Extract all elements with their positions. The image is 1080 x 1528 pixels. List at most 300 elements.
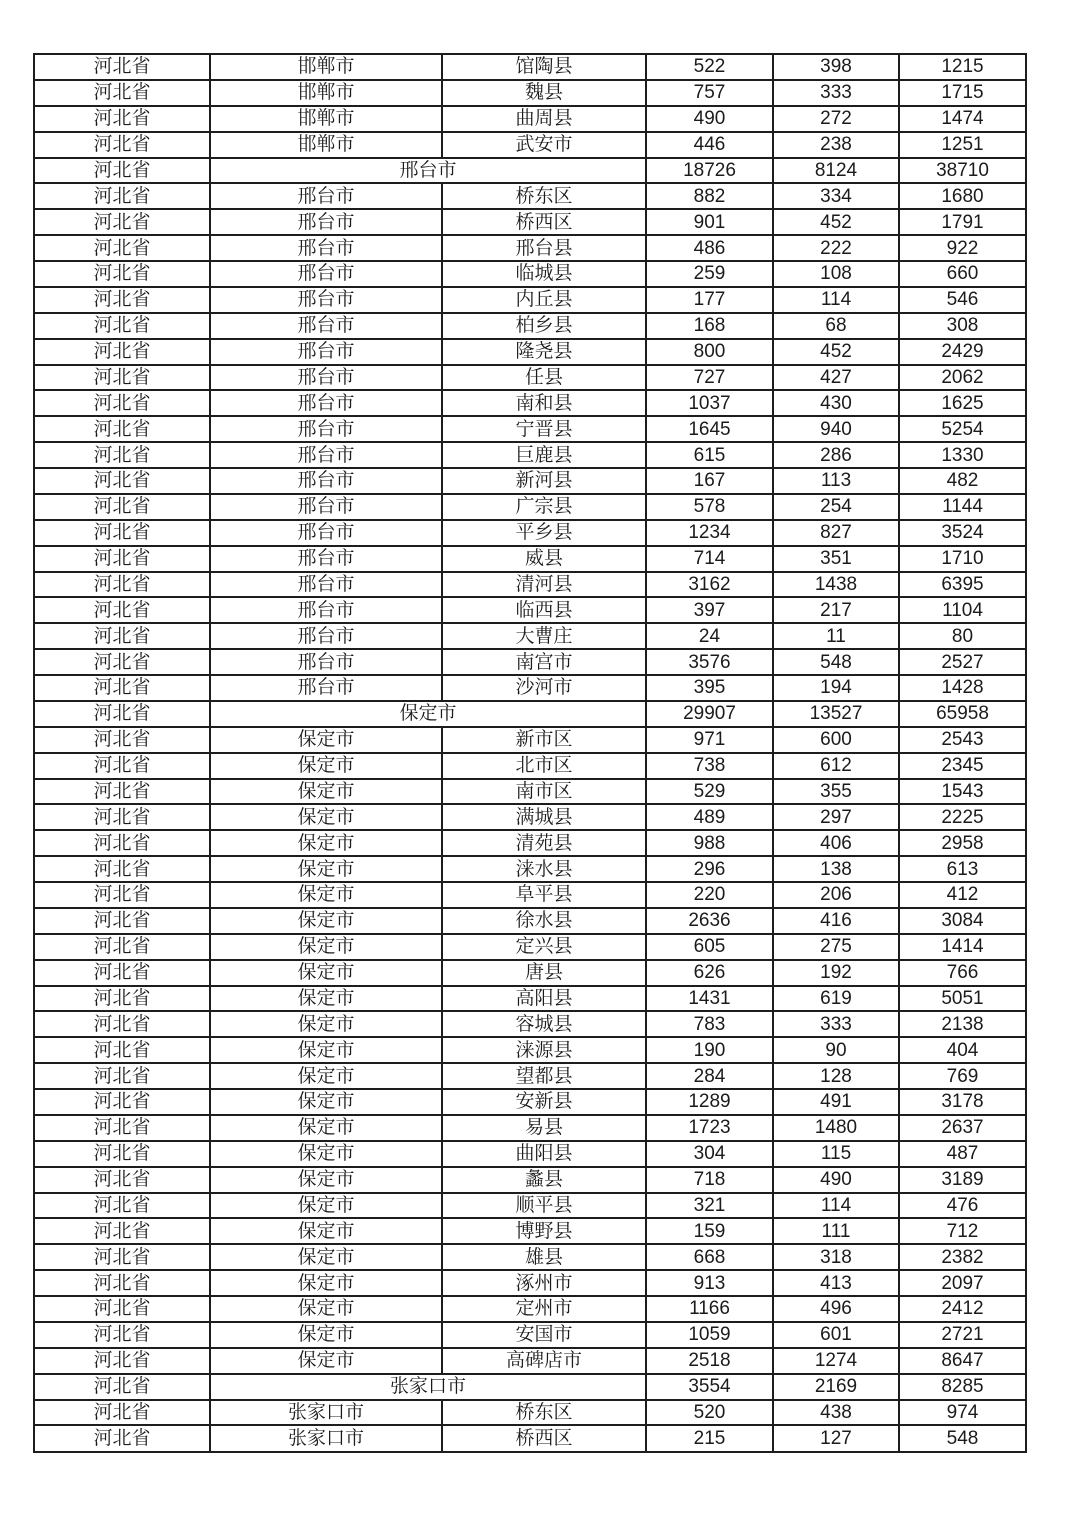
- city-cell: 保定市: [210, 1011, 442, 1037]
- city-cell: 邯郸市: [210, 106, 442, 132]
- value-cell: 333: [773, 80, 899, 106]
- table-row: [34, 494, 1026, 520]
- table-row: [34, 1270, 1026, 1296]
- province-cell: 河北省: [34, 468, 210, 494]
- table-row: [34, 934, 1026, 960]
- county-cell: 安新县: [442, 1089, 646, 1115]
- value-cell: 167: [646, 468, 773, 494]
- value-cell: 215: [646, 1425, 773, 1452]
- city-cell: 保定市: [210, 1270, 442, 1296]
- value-cell: 284: [646, 1063, 773, 1089]
- value-cell: 452: [773, 339, 899, 365]
- value-cell: 1543: [899, 779, 1026, 805]
- city-cell: 保定市: [210, 908, 442, 934]
- city-cell: 保定市: [210, 1218, 442, 1244]
- value-cell: 1104: [899, 597, 1026, 623]
- value-cell: 398: [773, 54, 899, 80]
- value-cell: 901: [646, 209, 773, 235]
- province-cell: 河北省: [34, 132, 210, 158]
- county-cell: 临西县: [442, 597, 646, 623]
- county-cell: 桥东区: [442, 183, 646, 209]
- county-cell: 清苑县: [442, 830, 646, 856]
- value-cell: 90: [773, 1037, 899, 1063]
- value-cell: 605: [646, 934, 773, 960]
- value-cell: 2637: [899, 1115, 1026, 1141]
- value-cell: 482: [899, 468, 1026, 494]
- table-row: [34, 1167, 1026, 1193]
- value-cell: 18726: [646, 158, 773, 184]
- county-cell: 隆尧县: [442, 339, 646, 365]
- province-cell: 河北省: [34, 1425, 210, 1452]
- county-cell: 涞源县: [442, 1037, 646, 1063]
- value-cell: 2345: [899, 753, 1026, 779]
- city-cell: 保定市: [210, 856, 442, 882]
- value-cell: 1215: [899, 54, 1026, 80]
- province-cell: 河北省: [34, 1270, 210, 1296]
- city-cell: 邢台市: [210, 675, 442, 701]
- value-cell: 286: [773, 442, 899, 468]
- table-row: [34, 132, 1026, 158]
- city-cell: 保定市: [210, 1115, 442, 1141]
- table-row: [34, 183, 1026, 209]
- value-cell: 1710: [899, 546, 1026, 572]
- table-row: [34, 80, 1026, 106]
- value-cell: 404: [899, 1037, 1026, 1063]
- city-cell: 邢台市: [210, 597, 442, 623]
- province-cell: 河北省: [34, 1141, 210, 1167]
- city-cell: 邯郸市: [210, 80, 442, 106]
- value-cell: 738: [646, 753, 773, 779]
- value-cell: 548: [773, 649, 899, 675]
- province-cell: 河北省: [34, 261, 210, 287]
- province-cell: 河北省: [34, 572, 210, 598]
- city-cell: 保定市: [210, 1244, 442, 1270]
- county-cell: 沙河市: [442, 675, 646, 701]
- county-cell: 安国市: [442, 1322, 646, 1348]
- value-cell: 127: [773, 1425, 899, 1452]
- value-cell: 490: [646, 106, 773, 132]
- value-cell: 6395: [899, 572, 1026, 598]
- county-cell: 涿州市: [442, 1270, 646, 1296]
- value-cell: 138: [773, 856, 899, 882]
- value-cell: 259: [646, 261, 773, 287]
- value-cell: 438: [773, 1400, 899, 1426]
- province-cell: 河北省: [34, 1374, 210, 1400]
- county-cell: 徐水县: [442, 908, 646, 934]
- city-cell: 邯郸市: [210, 132, 442, 158]
- value-cell: 397: [646, 597, 773, 623]
- county-cell: 涞水县: [442, 856, 646, 882]
- value-cell: 757: [646, 80, 773, 106]
- table-row: [34, 390, 1026, 416]
- province-cell: 河北省: [34, 183, 210, 209]
- value-cell: 626: [646, 960, 773, 986]
- table-row: [34, 597, 1026, 623]
- city-cell: 保定市: [210, 779, 442, 805]
- city-cell: 保定市: [210, 1322, 442, 1348]
- value-cell: 452: [773, 209, 899, 235]
- value-cell: 5254: [899, 416, 1026, 442]
- city-cell: 保定市: [210, 830, 442, 856]
- table-row: [34, 701, 1026, 727]
- province-cell: 河北省: [34, 804, 210, 830]
- value-cell: 254: [773, 494, 899, 520]
- value-cell: 668: [646, 1244, 773, 1270]
- value-cell: 1625: [899, 390, 1026, 416]
- county-cell: 巨鹿县: [442, 442, 646, 468]
- county-cell: 曲阳县: [442, 1141, 646, 1167]
- county-cell: 邢台县: [442, 235, 646, 261]
- county-cell: 武安市: [442, 132, 646, 158]
- value-cell: 3524: [899, 520, 1026, 546]
- province-cell: 河北省: [34, 209, 210, 235]
- county-cell: 定兴县: [442, 934, 646, 960]
- city-cell: 邢台市: [210, 390, 442, 416]
- province-cell: 河北省: [34, 1322, 210, 1348]
- table-row: [34, 1037, 1026, 1063]
- county-cell: 南和县: [442, 390, 646, 416]
- value-cell: 712: [899, 1218, 1026, 1244]
- value-cell: 2721: [899, 1322, 1026, 1348]
- value-cell: 159: [646, 1218, 773, 1244]
- table-row: [34, 804, 1026, 830]
- province-cell: 河北省: [34, 830, 210, 856]
- value-cell: 613: [899, 856, 1026, 882]
- value-cell: 1438: [773, 572, 899, 598]
- value-cell: 1680: [899, 183, 1026, 209]
- value-cell: 220: [646, 882, 773, 908]
- province-cell: 河北省: [34, 80, 210, 106]
- value-cell: 192: [773, 960, 899, 986]
- city-cell: 保定市: [210, 1037, 442, 1063]
- value-cell: 115: [773, 1141, 899, 1167]
- table-row: [34, 1296, 1026, 1322]
- province-cell: 河北省: [34, 675, 210, 701]
- city-cell: 邢台市: [210, 649, 442, 675]
- city-summary-cell: 保定市: [210, 701, 646, 727]
- table-row: [34, 1141, 1026, 1167]
- value-cell: 1723: [646, 1115, 773, 1141]
- value-cell: 2062: [899, 365, 1026, 391]
- value-cell: 206: [773, 882, 899, 908]
- value-cell: 3554: [646, 1374, 773, 1400]
- value-cell: 1480: [773, 1115, 899, 1141]
- value-cell: 11: [773, 623, 899, 649]
- province-cell: 河北省: [34, 158, 210, 184]
- province-cell: 河北省: [34, 779, 210, 805]
- value-cell: 2636: [646, 908, 773, 934]
- province-cell: 河北省: [34, 1348, 210, 1374]
- province-cell: 河北省: [34, 1244, 210, 1270]
- table-row: [34, 675, 1026, 701]
- county-cell: 任县: [442, 365, 646, 391]
- value-cell: 333: [773, 1011, 899, 1037]
- county-cell: 曲周县: [442, 106, 646, 132]
- table-row: [34, 1244, 1026, 1270]
- value-cell: 1414: [899, 934, 1026, 960]
- county-cell: 桥西区: [442, 1425, 646, 1452]
- value-cell: 177: [646, 287, 773, 313]
- province-cell: 河北省: [34, 546, 210, 572]
- county-cell: 内丘县: [442, 287, 646, 313]
- value-cell: 395: [646, 675, 773, 701]
- table-row: [34, 1063, 1026, 1089]
- table-row: [34, 1400, 1026, 1426]
- city-cell: 保定市: [210, 1089, 442, 1115]
- value-cell: 578: [646, 494, 773, 520]
- value-cell: 1791: [899, 209, 1026, 235]
- value-cell: 2138: [899, 1011, 1026, 1037]
- city-cell: 邢台市: [210, 261, 442, 287]
- value-cell: 1330: [899, 442, 1026, 468]
- province-cell: 河北省: [34, 442, 210, 468]
- province-cell: 河北省: [34, 520, 210, 546]
- value-cell: 827: [773, 520, 899, 546]
- value-cell: 3084: [899, 908, 1026, 934]
- table-row: [34, 442, 1026, 468]
- value-cell: 8124: [773, 158, 899, 184]
- value-cell: 416: [773, 908, 899, 934]
- value-cell: 111: [773, 1218, 899, 1244]
- value-cell: 275: [773, 934, 899, 960]
- city-cell: 保定市: [210, 1063, 442, 1089]
- value-cell: 496: [773, 1296, 899, 1322]
- city-cell: 邯郸市: [210, 54, 442, 80]
- value-cell: 65958: [899, 701, 1026, 727]
- value-cell: 68: [773, 313, 899, 339]
- table-row: [34, 1374, 1026, 1400]
- province-cell: 河北省: [34, 1037, 210, 1063]
- province-cell: 河北省: [34, 1218, 210, 1244]
- value-cell: 334: [773, 183, 899, 209]
- county-cell: 顺平县: [442, 1193, 646, 1219]
- county-cell: 博野县: [442, 1218, 646, 1244]
- table-row: [34, 882, 1026, 908]
- city-cell: 保定市: [210, 727, 442, 753]
- province-cell: 河北省: [34, 106, 210, 132]
- province-cell: 河北省: [34, 313, 210, 339]
- value-cell: 718: [646, 1167, 773, 1193]
- county-cell: 威县: [442, 546, 646, 572]
- value-cell: 783: [646, 1011, 773, 1037]
- county-cell: 唐县: [442, 960, 646, 986]
- county-cell: 阜平县: [442, 882, 646, 908]
- value-cell: 600: [773, 727, 899, 753]
- value-cell: 988: [646, 830, 773, 856]
- value-cell: 297: [773, 804, 899, 830]
- province-cell: 河北省: [34, 494, 210, 520]
- city-cell: 保定市: [210, 1296, 442, 1322]
- value-cell: 1289: [646, 1089, 773, 1115]
- province-cell: 河北省: [34, 1193, 210, 1219]
- value-cell: 355: [773, 779, 899, 805]
- table-row: [34, 54, 1026, 80]
- value-cell: 1059: [646, 1322, 773, 1348]
- city-cell: 保定市: [210, 1141, 442, 1167]
- province-cell: 河北省: [34, 623, 210, 649]
- county-cell: 南市区: [442, 779, 646, 805]
- county-cell: 雄县: [442, 1244, 646, 1270]
- county-cell: 满城县: [442, 804, 646, 830]
- value-cell: 2412: [899, 1296, 1026, 1322]
- value-cell: 108: [773, 261, 899, 287]
- city-cell: 保定市: [210, 1167, 442, 1193]
- value-cell: 1715: [899, 80, 1026, 106]
- city-cell: 保定市: [210, 882, 442, 908]
- value-cell: 412: [899, 882, 1026, 908]
- province-cell: 河北省: [34, 339, 210, 365]
- city-cell: 邢台市: [210, 339, 442, 365]
- value-cell: 427: [773, 365, 899, 391]
- value-cell: 430: [773, 390, 899, 416]
- value-cell: 476: [899, 1193, 1026, 1219]
- table-row: [34, 158, 1026, 184]
- city-cell: 邢台市: [210, 235, 442, 261]
- value-cell: 321: [646, 1193, 773, 1219]
- county-cell: 大曹庄: [442, 623, 646, 649]
- city-cell: 邢台市: [210, 520, 442, 546]
- county-cell: 魏县: [442, 80, 646, 106]
- table-row: [34, 830, 1026, 856]
- table-row: [34, 1348, 1026, 1374]
- province-cell: 河北省: [34, 597, 210, 623]
- city-cell: 保定市: [210, 753, 442, 779]
- table-row: [34, 986, 1026, 1012]
- city-cell: 邢台市: [210, 287, 442, 313]
- value-cell: 272: [773, 106, 899, 132]
- value-cell: 5051: [899, 986, 1026, 1012]
- city-cell: 邢台市: [210, 442, 442, 468]
- county-cell: 宁晋县: [442, 416, 646, 442]
- province-cell: 河北省: [34, 235, 210, 261]
- province-cell: 河北省: [34, 727, 210, 753]
- table-row: [34, 339, 1026, 365]
- county-cell: 高阳县: [442, 986, 646, 1012]
- value-cell: 1431: [646, 986, 773, 1012]
- province-cell: 河北省: [34, 1115, 210, 1141]
- province-cell: 河北省: [34, 934, 210, 960]
- province-cell: 河北省: [34, 365, 210, 391]
- value-cell: 769: [899, 1063, 1026, 1089]
- city-cell: 邢台市: [210, 416, 442, 442]
- value-cell: 913: [646, 1270, 773, 1296]
- province-cell: 河北省: [34, 908, 210, 934]
- value-cell: 128: [773, 1063, 899, 1089]
- city-cell: 邢台市: [210, 209, 442, 235]
- county-cell: 蠡县: [442, 1167, 646, 1193]
- table-row: [34, 313, 1026, 339]
- value-cell: 882: [646, 183, 773, 209]
- value-cell: 1251: [899, 132, 1026, 158]
- value-cell: 922: [899, 235, 1026, 261]
- value-cell: 487: [899, 1141, 1026, 1167]
- city-cell: 邢台市: [210, 365, 442, 391]
- value-cell: 296: [646, 856, 773, 882]
- value-cell: 971: [646, 727, 773, 753]
- table-row: [34, 106, 1026, 132]
- table-row: [34, 649, 1026, 675]
- value-cell: 406: [773, 830, 899, 856]
- value-cell: 13527: [773, 701, 899, 727]
- value-cell: 238: [773, 132, 899, 158]
- province-cell: 河北省: [34, 986, 210, 1012]
- county-cell: 南宫市: [442, 649, 646, 675]
- value-cell: 24: [646, 623, 773, 649]
- value-cell: 2429: [899, 339, 1026, 365]
- value-cell: 8285: [899, 1374, 1026, 1400]
- value-cell: 491: [773, 1089, 899, 1115]
- value-cell: 114: [773, 1193, 899, 1219]
- county-cell: 桥西区: [442, 209, 646, 235]
- table-row: [34, 1115, 1026, 1141]
- city-cell: 邢台市: [210, 572, 442, 598]
- county-cell: 馆陶县: [442, 54, 646, 80]
- value-cell: 114: [773, 287, 899, 313]
- value-cell: 304: [646, 1141, 773, 1167]
- value-cell: 601: [773, 1322, 899, 1348]
- value-cell: 3178: [899, 1089, 1026, 1115]
- value-cell: 940: [773, 416, 899, 442]
- value-cell: 486: [646, 235, 773, 261]
- county-cell: 容城县: [442, 1011, 646, 1037]
- value-cell: 619: [773, 986, 899, 1012]
- value-cell: 1234: [646, 520, 773, 546]
- value-cell: 522: [646, 54, 773, 80]
- province-cell: 河北省: [34, 287, 210, 313]
- table-row: [34, 365, 1026, 391]
- province-cell: 河北省: [34, 1296, 210, 1322]
- value-cell: 2958: [899, 830, 1026, 856]
- value-cell: 1166: [646, 1296, 773, 1322]
- table-row: [34, 779, 1026, 805]
- province-cell: 河北省: [34, 701, 210, 727]
- value-cell: 529: [646, 779, 773, 805]
- value-cell: 190: [646, 1037, 773, 1063]
- value-cell: 766: [899, 960, 1026, 986]
- table-row: [34, 287, 1026, 313]
- value-cell: 546: [899, 287, 1026, 313]
- table-row: [34, 856, 1026, 882]
- county-cell: 平乡县: [442, 520, 646, 546]
- value-cell: 2543: [899, 727, 1026, 753]
- value-cell: 308: [899, 313, 1026, 339]
- value-cell: 8647: [899, 1348, 1026, 1374]
- province-cell: 河北省: [34, 1063, 210, 1089]
- table-row: [34, 1425, 1026, 1452]
- province-cell: 河北省: [34, 753, 210, 779]
- province-cell: 河北省: [34, 416, 210, 442]
- value-cell: 446: [646, 132, 773, 158]
- province-cell: 河北省: [34, 54, 210, 80]
- city-cell: 邢台市: [210, 494, 442, 520]
- value-cell: 3162: [646, 572, 773, 598]
- county-cell: 柏乡县: [442, 313, 646, 339]
- value-cell: 1274: [773, 1348, 899, 1374]
- table-row: [34, 623, 1026, 649]
- county-cell: 临城县: [442, 261, 646, 287]
- value-cell: 615: [646, 442, 773, 468]
- city-cell: 保定市: [210, 934, 442, 960]
- value-cell: 727: [646, 365, 773, 391]
- table-row: [34, 209, 1026, 235]
- county-cell: 北市区: [442, 753, 646, 779]
- city-cell: 保定市: [210, 986, 442, 1012]
- county-cell: 望都县: [442, 1063, 646, 1089]
- city-cell: 邢台市: [210, 623, 442, 649]
- city-cell: 邢台市: [210, 313, 442, 339]
- value-cell: 612: [773, 753, 899, 779]
- value-cell: 2518: [646, 1348, 773, 1374]
